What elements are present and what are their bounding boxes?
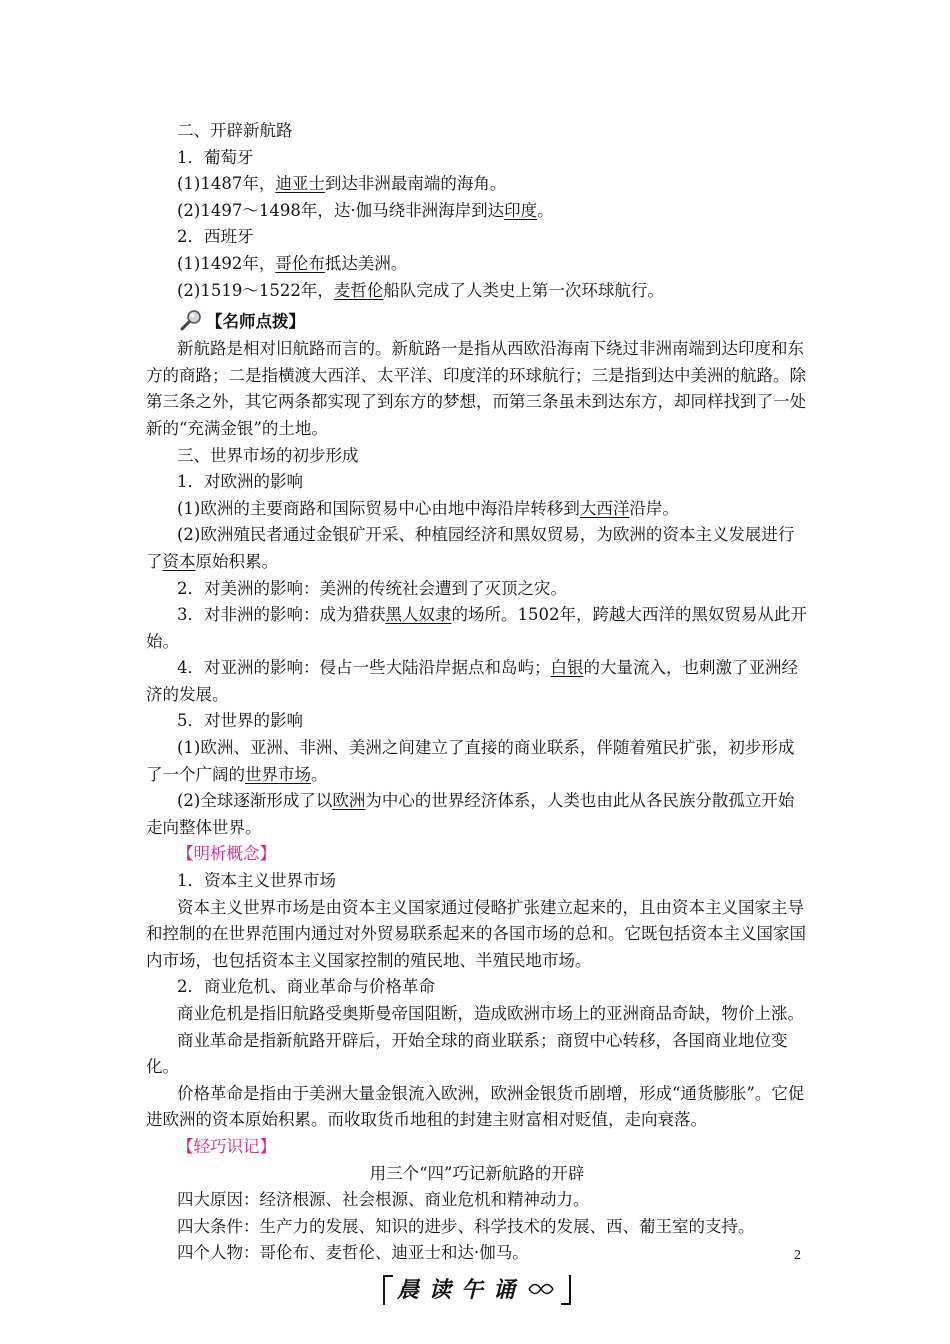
paragraph: 4．对亚洲的影响：侵占一些大陆沿岸据点和岛屿；白银的大量流入，也刺激了亚洲经济的发展。 [146,658,798,704]
paragraph: (1)欧洲、亚洲、非洲、美洲之间建立了直接的商业联系，伴随着殖民扩张，初步形成了一个广阔的世界市场。 [146,738,795,784]
answer-blank: 大西洋 [579,498,630,518]
section-heading: 二、开辟新航路 [177,121,293,140]
subheading: 1．资本主义世界市场 [177,871,336,891]
paragraph: 2．对美洲的影响：美洲的传统社会遭到了灭顶之灾。 [177,578,567,598]
teacher-tip-title: 【名师点拨】 [206,312,305,332]
paragraph: (1)1492年，哥伦布抵达美洲。 [177,253,408,273]
paragraph: (2)1519～1522年，麦哲伦船队完成了人类史上第一次环球航行。 [177,280,664,300]
subheading: 2．西班牙 [177,227,254,247]
page-content [146,118,808,1305]
banner-frame [383,1273,571,1305]
morning-reading-banner [146,1273,808,1305]
decorative-swirl-icon [527,1282,557,1296]
answer-blank: 黑人奴隶 [385,605,452,625]
teacher-tip-header [180,304,808,336]
paragraph: 商业革命是指新航路开辟后，开始全球的商业联系；商贸中心转移，各国商业地位变化。 [146,1030,788,1077]
paragraph: (1)1487年，迪亚士到达非洲最南端的海角。 [177,174,507,194]
answer-blank: 白银 [550,658,584,678]
answer-blank: 麦哲伦 [333,280,384,300]
answer-blank: 迪亚士 [275,174,325,194]
magnifier-icon [180,309,202,331]
page-number: 2 [794,1248,801,1263]
paragraph: 四大原因：经济根源、社会根源、商业危机和精神动力。 [177,1190,590,1210]
memory-heading: 用三个“四”巧记新航路的开辟 [369,1163,585,1183]
section-heading: 三、世界市场的初步形成 [177,445,359,465]
answer-blank: 哥伦布 [275,253,325,273]
banner-title: 晨读午诵 [396,1278,525,1304]
answer-blank: 世界市场 [245,764,311,784]
paragraph: 四个人物：哥伦布、麦哲伦、迪亚士和达·伽马。 [177,1243,529,1263]
subheading: 1．对欧洲的影响 [177,472,303,492]
subheading: 5．对世界的影响 [177,711,303,731]
paragraph: 四大条件：生产力的发展、知识的进步、科学技术的发展、西、葡王室的支持。 [177,1216,755,1236]
paragraph: (2)全球逐渐形成了以欧洲为中心的世界经济体系，人类也由此从各民族分散孤立开始走向整体世界。 [146,791,795,837]
paragraph: (2)欧洲殖民者通过金银矿开采、种植园经济和黑奴贸易，为欧洲的资本主义发展进行了资本原始积累。 [146,525,795,571]
answer-blank: 资本 [162,551,196,571]
subheading: 1．葡萄牙 [177,147,254,167]
answer-blank: 印度 [504,200,538,220]
paragraph: 价格革命是指由于美洲大量金银流入欧洲，欧洲金银货币剧增，形成“通货膨胀”。它促进欧洲的资本原始积累。而收取货币地租的封建主财富相对贬值，走向衰落。 [146,1083,805,1130]
answer-blank: 欧洲 [332,791,366,811]
subheading: 2．商业危机、商业革命与价格革命 [177,977,435,997]
paragraph: (2)1497～1498年，达·伽马绕非洲海岸到达印度。 [177,200,554,220]
paragraph: 商业危机是指旧航路受奥斯曼帝国阻断，造成欧洲市场上的亚洲商品奇缺，物价上涨。 [177,1004,804,1023]
paragraph: (1)欧洲的主要商路和国际贸易中心由地中海沿岸转移到大西洋沿岸。 [177,498,679,518]
memory-title: 【轻巧识记】 [177,1136,276,1156]
teacher-tip-body: 新航路是相对旧航路而言的。新航路一是指从西欧沿海南下绕过非洲南端到达印度和东方的商路；二是指横渡大西洋、太平洋、印度洋的环球航行；三是指到达中美洲的航路。除第三条之外，其它两条都实现了到东方的梦想，而第三条虽未到达东方，却同样找到了一处新的“充满金银”的土地。 [146,339,806,438]
paragraph: 资本主义世界市场是由资本主义国家通过侵略扩张建立起来的，且由资本主义国家主导和控制的在世界范围内通过对外贸易联系起来的各国市场的总和。它既包括资本主义国家国内市场，也包括资本主义国家控制的殖民地、半殖民地市场。 [146,897,806,970]
paragraph: 3．对非洲的影响：成为猎获黑人奴隶的场所。1502年，跨越大西洋的黑奴贸易从此开始。 [146,605,807,651]
concept-title: 【明析概念】 [177,844,276,864]
